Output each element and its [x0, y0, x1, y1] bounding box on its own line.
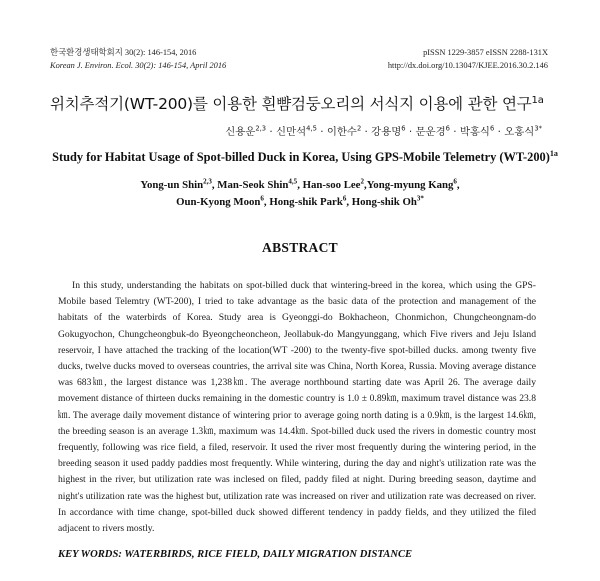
journal-citation-korean: 한국환경생태학회지 30(2): 146-154, 2016: [50, 48, 197, 57]
author-name: 문운경: [415, 126, 446, 138]
author-name: Oun-Kyong Moon: [176, 196, 261, 208]
author-name: 오홍식: [504, 126, 535, 138]
english-title: [40, 150, 570, 165]
author-affiliation: 2: [356, 124, 362, 133]
abstract-heading: ABSTRACT: [262, 240, 338, 255]
author-affiliation: 6: [401, 124, 406, 133]
keywords: KEY WORDS: WATERBIRDS, RICE FIELD, DAILY MIGRATION DISTANCE: [58, 549, 413, 560]
author-affiliation: 6: [489, 124, 495, 133]
author-affiliation: 2,3: [203, 177, 212, 186]
issn: pISSN 1229-3857 eISSN 2288-131X: [423, 48, 548, 57]
author-name: 신용운: [225, 126, 256, 138]
author-affiliation: 2: [360, 177, 364, 186]
english-authors-line-2: Oun-Kyong Moon$^6$, Hong-shik Park$^6$, Hong-shik $Oh^{3*}$: [176, 194, 424, 208]
korean-title-text: 위치추적기(WT-200)를 이용한 흰뺨검둥오리의 서식지 이용에 관한 연구: [50, 95, 532, 113]
author-name: 강용명: [371, 126, 402, 138]
korean-authors: 신용운$^{2,3}$ · 신만석$^{4,5}$ · 이한수$^2$ · 강용명$^6$ · 문운경$^6$ · 박홍식$^6$ · 오홍식$^{3*}$: [225, 124, 542, 138]
english-title-text: Study for Habitat Usage of Spot-billed Duck in Korea, Using GPS-Mobile Telemetry (WT-200): [52, 150, 550, 164]
author-name: Man-Seok Shin: [217, 179, 289, 191]
author-name: Yong-un Shin: [140, 179, 204, 191]
author-name: 이한수: [326, 126, 357, 138]
author-affiliation: 3*: [416, 194, 424, 203]
doi-link[interactable]: http://dx.doi.org/10.13047/KJEE.2016.30.2.146: [387, 60, 548, 70]
author-affiliation: 6: [453, 177, 457, 186]
author-name: 박홍식: [459, 126, 490, 138]
author-affiliation: 6: [445, 124, 450, 133]
english-title-footnote: 1a: [549, 148, 558, 158]
abstract-body: In this study, understanding the habitats on spot-billed duck that wintering-breed in the korea, which using the GPS-Mobile based Telemtry (WT-200), I tried to take advantage as the basic data of the protection and management of the habitats of the waterbirds of Korea. Study area is Gyeonggi-do Bokhacheon, Chonmichon, Chungcheongnam-do Gokugyochon, Chungcheongbuk-do Byeongcheoncheon, Jeollabuk-do Mangyunggang, which Five rivers and Jeju Island reservoir, I have attached the tracking of the location(WT -200) to the twenty-five spot-billed ducks. among twenty five ducks, twelve ducks moved to overseas countries, the arrival site was China, North Korea, Russia. Moving average distance was 683㎞, the largest distance was 1,238㎞. The average northbound starting date was April 26. The average daily movement distance of thirteen ducks remaining in the domestic country is 1.0 ± 0.89㎞, maximum travel distance was 23.8㎞. The average daily movement distance of wintering prior to average going north dating is a 0.9㎞, is the largest 14.6㎞, the breeding season is an average 1.3㎞, maximum was 14.4㎞. Spot-billed duck used the rivers in domestic country most frequently, following was rice field, a filed, reservoir. It used the river most frequently during the wintering period, in the breeding season it used paddy paddies most frequently. While wintering, during the day and night's utilization rate was the highest in the river, but utilization rate was inclesed on filed, paddy filed at night. During breeding season, daytime and night's utilization rate was the highest but, utilization rate was increased on river and utilization rate was decreased on river. In accordance with time change, spot-billed duck showed different tendency in paddy fields, and they utilized the filed adjacent to rivers mostly.: [58, 280, 536, 535]
author-name: Hong-shik Oh: [351, 196, 417, 208]
author-affiliation: 6: [260, 194, 264, 203]
author-affiliation: 4,5: [288, 177, 298, 186]
english-authors-line-1: Yong-un Shin$^{2,3}$, Man-Seok Shin$^{4,5}$, Han-soo Lee$^2$,Yong-myung Kang$^6$,: [140, 177, 460, 191]
english-authors: [100, 177, 500, 211]
journal-identifiers: [388, 47, 548, 72]
korean-title-footnote: 1a: [531, 94, 544, 106]
author-name: Yong-myung Kang: [366, 179, 454, 191]
journal-citation: [50, 47, 226, 72]
author-name: 신만석: [276, 126, 307, 138]
author-affiliation: 2,3: [255, 124, 267, 133]
author-affiliation: 4,5: [306, 124, 317, 133]
author-name: Hong-shik Park: [269, 196, 343, 208]
author-affiliation: 3*: [534, 124, 542, 133]
author-affiliation: 6: [342, 194, 347, 203]
journal-citation-english: Korean J. Environ. Ecol. 30(2): 146-154, April 2016: [50, 60, 227, 70]
author-name: Han-soo Lee: [302, 179, 361, 191]
korean-title: [50, 92, 560, 114]
